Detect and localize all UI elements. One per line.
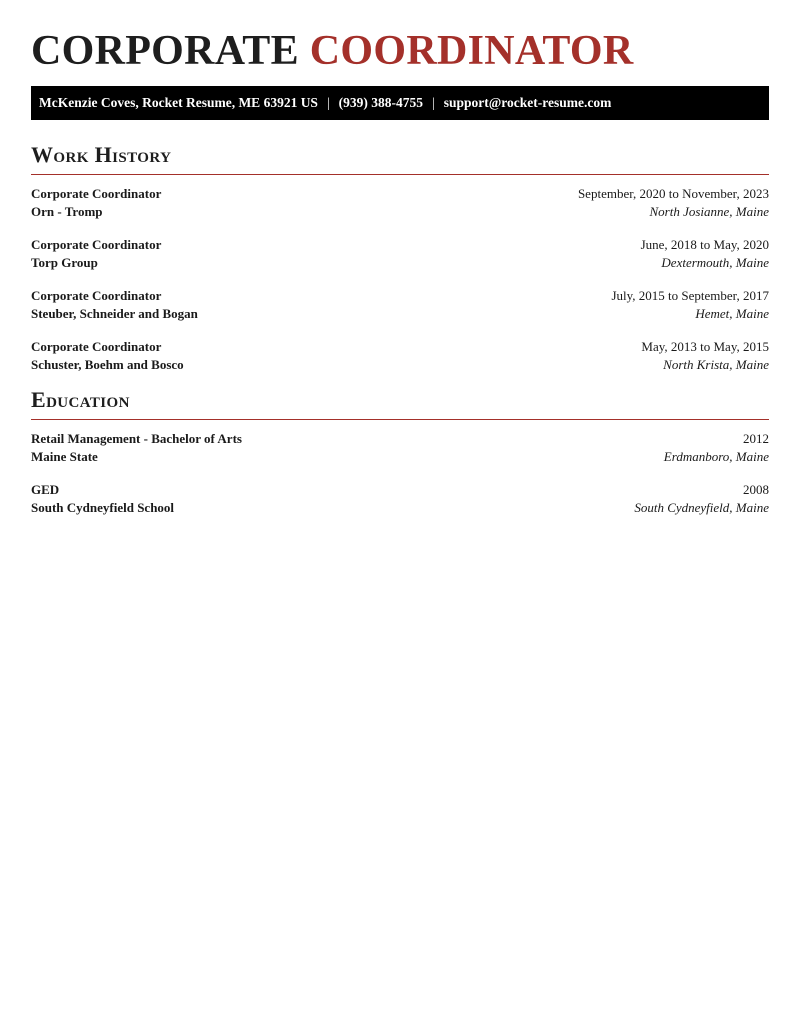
education-location: South Cydneyfield, Maine [634, 499, 769, 515]
work-entry [31, 338, 769, 373]
work-dates: June, 2018 to May, 2020 [640, 237, 769, 252]
work-dates: July, 2015 to September, 2017 [611, 288, 769, 303]
resume-title [31, 0, 769, 74]
contact-email[interactable]: support@rocket-resume.com [443, 95, 612, 110]
work-entry [31, 236, 769, 271]
contact-bar [31, 86, 769, 120]
work-location: North Josianne, Maine [649, 203, 769, 219]
section-divider [31, 419, 769, 420]
title-part-1: CORPORATE [31, 28, 299, 74]
work-dates: May, 2013 to May, 2015 [641, 339, 769, 354]
section-divider [31, 174, 769, 175]
work-entry [31, 185, 769, 220]
work-company: Steuber, Schneider and Bogan [31, 305, 198, 321]
work-company: Schuster, Boehm and Bosco [31, 356, 184, 372]
resume-page [0, 0, 800, 516]
contact-separator: | [432, 95, 435, 110]
work-location: North Krista, Maine [663, 356, 769, 372]
education-school: Maine State [31, 448, 98, 464]
work-location: Dextermouth, Maine [661, 254, 769, 270]
contact-address: McKenzie Coves, Rocket Resume, ME 63921 US [39, 95, 318, 110]
work-history-heading: Work History [31, 142, 172, 167]
work-location: Hemet, Maine [695, 305, 769, 321]
work-role: Corporate Coordinator [31, 339, 162, 354]
education-location: Erdmanboro, Maine [663, 448, 769, 464]
work-role: Corporate Coordinator [31, 237, 162, 252]
work-role: Corporate Coordinator [31, 288, 162, 303]
title-part-2: COORDINATOR [309, 28, 634, 74]
education-year: 2008 [743, 482, 769, 497]
education-entry [31, 430, 769, 465]
contact-phone[interactable]: (939) 388-4755 [338, 95, 424, 110]
work-company: Orn - Tromp [31, 203, 103, 219]
education-year: 2012 [743, 431, 769, 446]
contact-separator: | [326, 95, 330, 110]
education-degree: Retail Management - Bachelor of Arts [31, 431, 242, 446]
education-school: South Cydneyfield School [31, 499, 175, 515]
education-entry [31, 481, 769, 516]
work-dates: September, 2020 to November, 2023 [577, 186, 769, 201]
work-role: Corporate Coordinator [31, 186, 162, 201]
work-entry [31, 287, 769, 322]
work-company: Torp Group [31, 254, 98, 270]
education-degree: GED [31, 482, 60, 497]
education-heading: Education [31, 387, 130, 412]
